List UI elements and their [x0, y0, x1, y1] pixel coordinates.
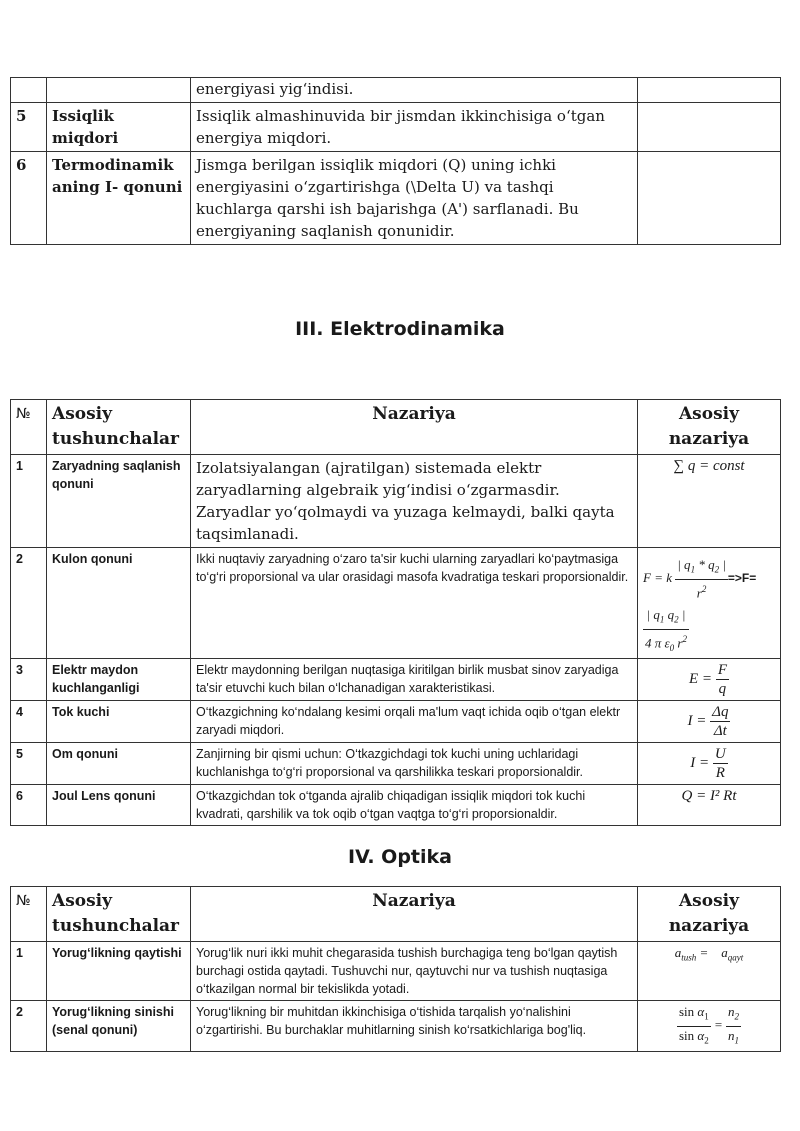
row-term: Yorug‘likning qaytishi [47, 942, 191, 1001]
row-number: 1 [11, 942, 47, 1001]
table-row [11, 103, 781, 152]
thermodynamics-table-continuation [10, 77, 781, 245]
row-term: Termodinamik aning I- qonuni [47, 152, 191, 245]
row-formula [638, 548, 781, 659]
row-number: 1 [11, 455, 47, 548]
row-number: 2 [11, 1001, 47, 1052]
row-term: Zaryadning saqlanish qonuni [47, 455, 191, 548]
row-formula [638, 942, 781, 1001]
row-formula [638, 701, 781, 743]
joule-lenz-formula: Q = I² Rt [681, 788, 737, 805]
refraction-formula: $\frac{\sin \alpha_1}{\sin \alpha_2}$ = $\frac{n_2}{n_1}$ [678, 1004, 740, 1046]
row-formula [638, 455, 781, 548]
row-term: Tok kuchi [47, 701, 191, 743]
section-title-electrodynamics: III. Elektrodinamika [295, 318, 505, 340]
row-term: Issiqlik miqdori [47, 103, 191, 152]
current-formula: I = $\frac{\Delta q}{\Delta t}$ [687, 704, 729, 740]
row-theory: Ikki nuqtaviy zaryadning o‘zaro ta'sir kuchi ularning zaryadlari ko‘paytmasiga to‘g‘ri proporsional va ular orasidagi masofa kvadratiga teskari proporsionaldir. [191, 548, 638, 659]
header-num: № [11, 400, 47, 455]
table-row [11, 1001, 781, 1052]
table-row [11, 78, 781, 103]
table-row [11, 659, 781, 701]
row-term: Joul Lens qonuni [47, 785, 191, 826]
table-row [11, 942, 781, 1001]
row-theory: Yorug‘likning bir muhitdan ikkinchisiga o‘tishida tarqalish yo‘nalishini o‘zgartirishi. Bu burchaklar muhitlarning sinish ko‘rsatkichlariga bog'liq. [191, 1001, 638, 1052]
table-row [11, 785, 781, 826]
header-theory: Nazariya [191, 400, 638, 455]
row-term [47, 78, 191, 103]
row-formula [638, 78, 781, 103]
table-row [11, 548, 781, 659]
reflection-formula: $a_{tush}$ = $a_{qayt}$ [674, 945, 744, 963]
header-term: Asosiy tushunchalar [47, 400, 191, 455]
row-formula [638, 743, 781, 785]
row-theory: Elektr maydonning berilgan nuqtasiga kiritilgan birlik musbat sinov zaryadiga ta'sir etuvchi kuch bilan o‘lchanadigan xarakteristikasi. [191, 659, 638, 701]
row-theory: energiyasi yig‘indisi. [191, 78, 638, 103]
row-number: 5 [11, 743, 47, 785]
row-number: 5 [11, 103, 47, 152]
section-title-optics: IV. Optika [348, 846, 452, 868]
row-number: 4 [11, 701, 47, 743]
row-theory: Issiqlik almashinuvida bir jismdan ikkinchisiga o‘tgan energiya miqdori. [191, 103, 638, 152]
row-theory: Jismga berilgan issiqlik miqdori (Q) uning ichki energiyasini o‘zgartirishga (\Delta U) va tashqi kuchlarga qarshi ish bajarishga (A') sarflanadi. Bu energiyaning saqlanish qonunidir. [191, 152, 638, 245]
header-num: № [11, 887, 47, 942]
table-row [11, 455, 781, 548]
row-term: Kulon qonuni [47, 548, 191, 659]
header-theory: Nazariya [191, 887, 638, 942]
row-number: 3 [11, 659, 47, 701]
row-theory: Zanjirning bir qismi uchun: O‘tkazgichdagi tok kuchi uning uchlaridagi kuchlanishga to‘g‘ri proporsional va qarshilikka teskari proporsionaldir. [191, 743, 638, 785]
row-theory: O‘tkazgichning ko‘ndalang kesimi orqali ma'lum vaqt ichida oqib o‘tgan elektr zaryadi miqdori. [191, 701, 638, 743]
row-term: Elektr maydon kuchlanganligi [47, 659, 191, 701]
table-row [11, 152, 781, 245]
row-term: Yorug‘likning sinishi (senal qonuni) [47, 1001, 191, 1052]
row-formula [638, 1001, 781, 1052]
table-row [11, 701, 781, 743]
table-row [11, 743, 781, 785]
header-term: Asosiy tushunchalar [47, 887, 191, 942]
field-strength-formula: E = $\frac{F}{q}$ [689, 662, 727, 698]
row-term: Om qonuni [47, 743, 191, 785]
table-header-row [11, 887, 781, 942]
row-formula [638, 659, 781, 701]
header-formula: Asosiy nazariya [638, 400, 781, 455]
row-formula [638, 785, 781, 826]
row-number: 6 [11, 152, 47, 245]
row-theory: O‘tkazgichdan tok o‘tganda ajralib chiqadigan issiqlik miqdori tok kuchi kvadrati, qarshilik va tok oqib o‘tgan vaqtga to‘g‘ri proporsionaldir. [191, 785, 638, 826]
row-formula [638, 152, 781, 245]
row-number [11, 78, 47, 103]
coulomb-formula: F = k $\frac{| q_1 * q_2 |}{r^2}$ =>F= $\frac{| q_1 q_2 |}{4 \pi \varepsilon_0 r^2}$ [643, 557, 757, 653]
row-number: 6 [11, 785, 47, 826]
row-theory: Izolatsiyalangan (ajratilgan) sistemada elektr zaryadlarning algebraik yig‘indisi o‘zgarmasdir. Zaryadlar yo‘qolmaydi va yuzaga kelmaydi, balki qayta taqsimlanadi. [191, 455, 638, 548]
row-number: 2 [11, 548, 47, 659]
electrodynamics-table [10, 399, 781, 826]
ohm-formula: I = $\frac{U}{R}$ [690, 746, 726, 782]
row-formula [638, 103, 781, 152]
header-formula: Asosiy nazariya [638, 887, 781, 942]
optics-table [10, 886, 781, 1052]
charge-conservation-formula: ∑ q = const [673, 458, 745, 474]
row-theory: Yorug‘lik nuri ikki muhit chegarasida tushish burchagiga teng bo‘lgan qaytish burchagi ostida qaytadi. Tushuvchi nur, qaytuvchi nur va tushish nuqtasiga o‘tkazilgan normal bir tekislikda yotadi. [191, 942, 638, 1001]
table-header-row [11, 400, 781, 455]
